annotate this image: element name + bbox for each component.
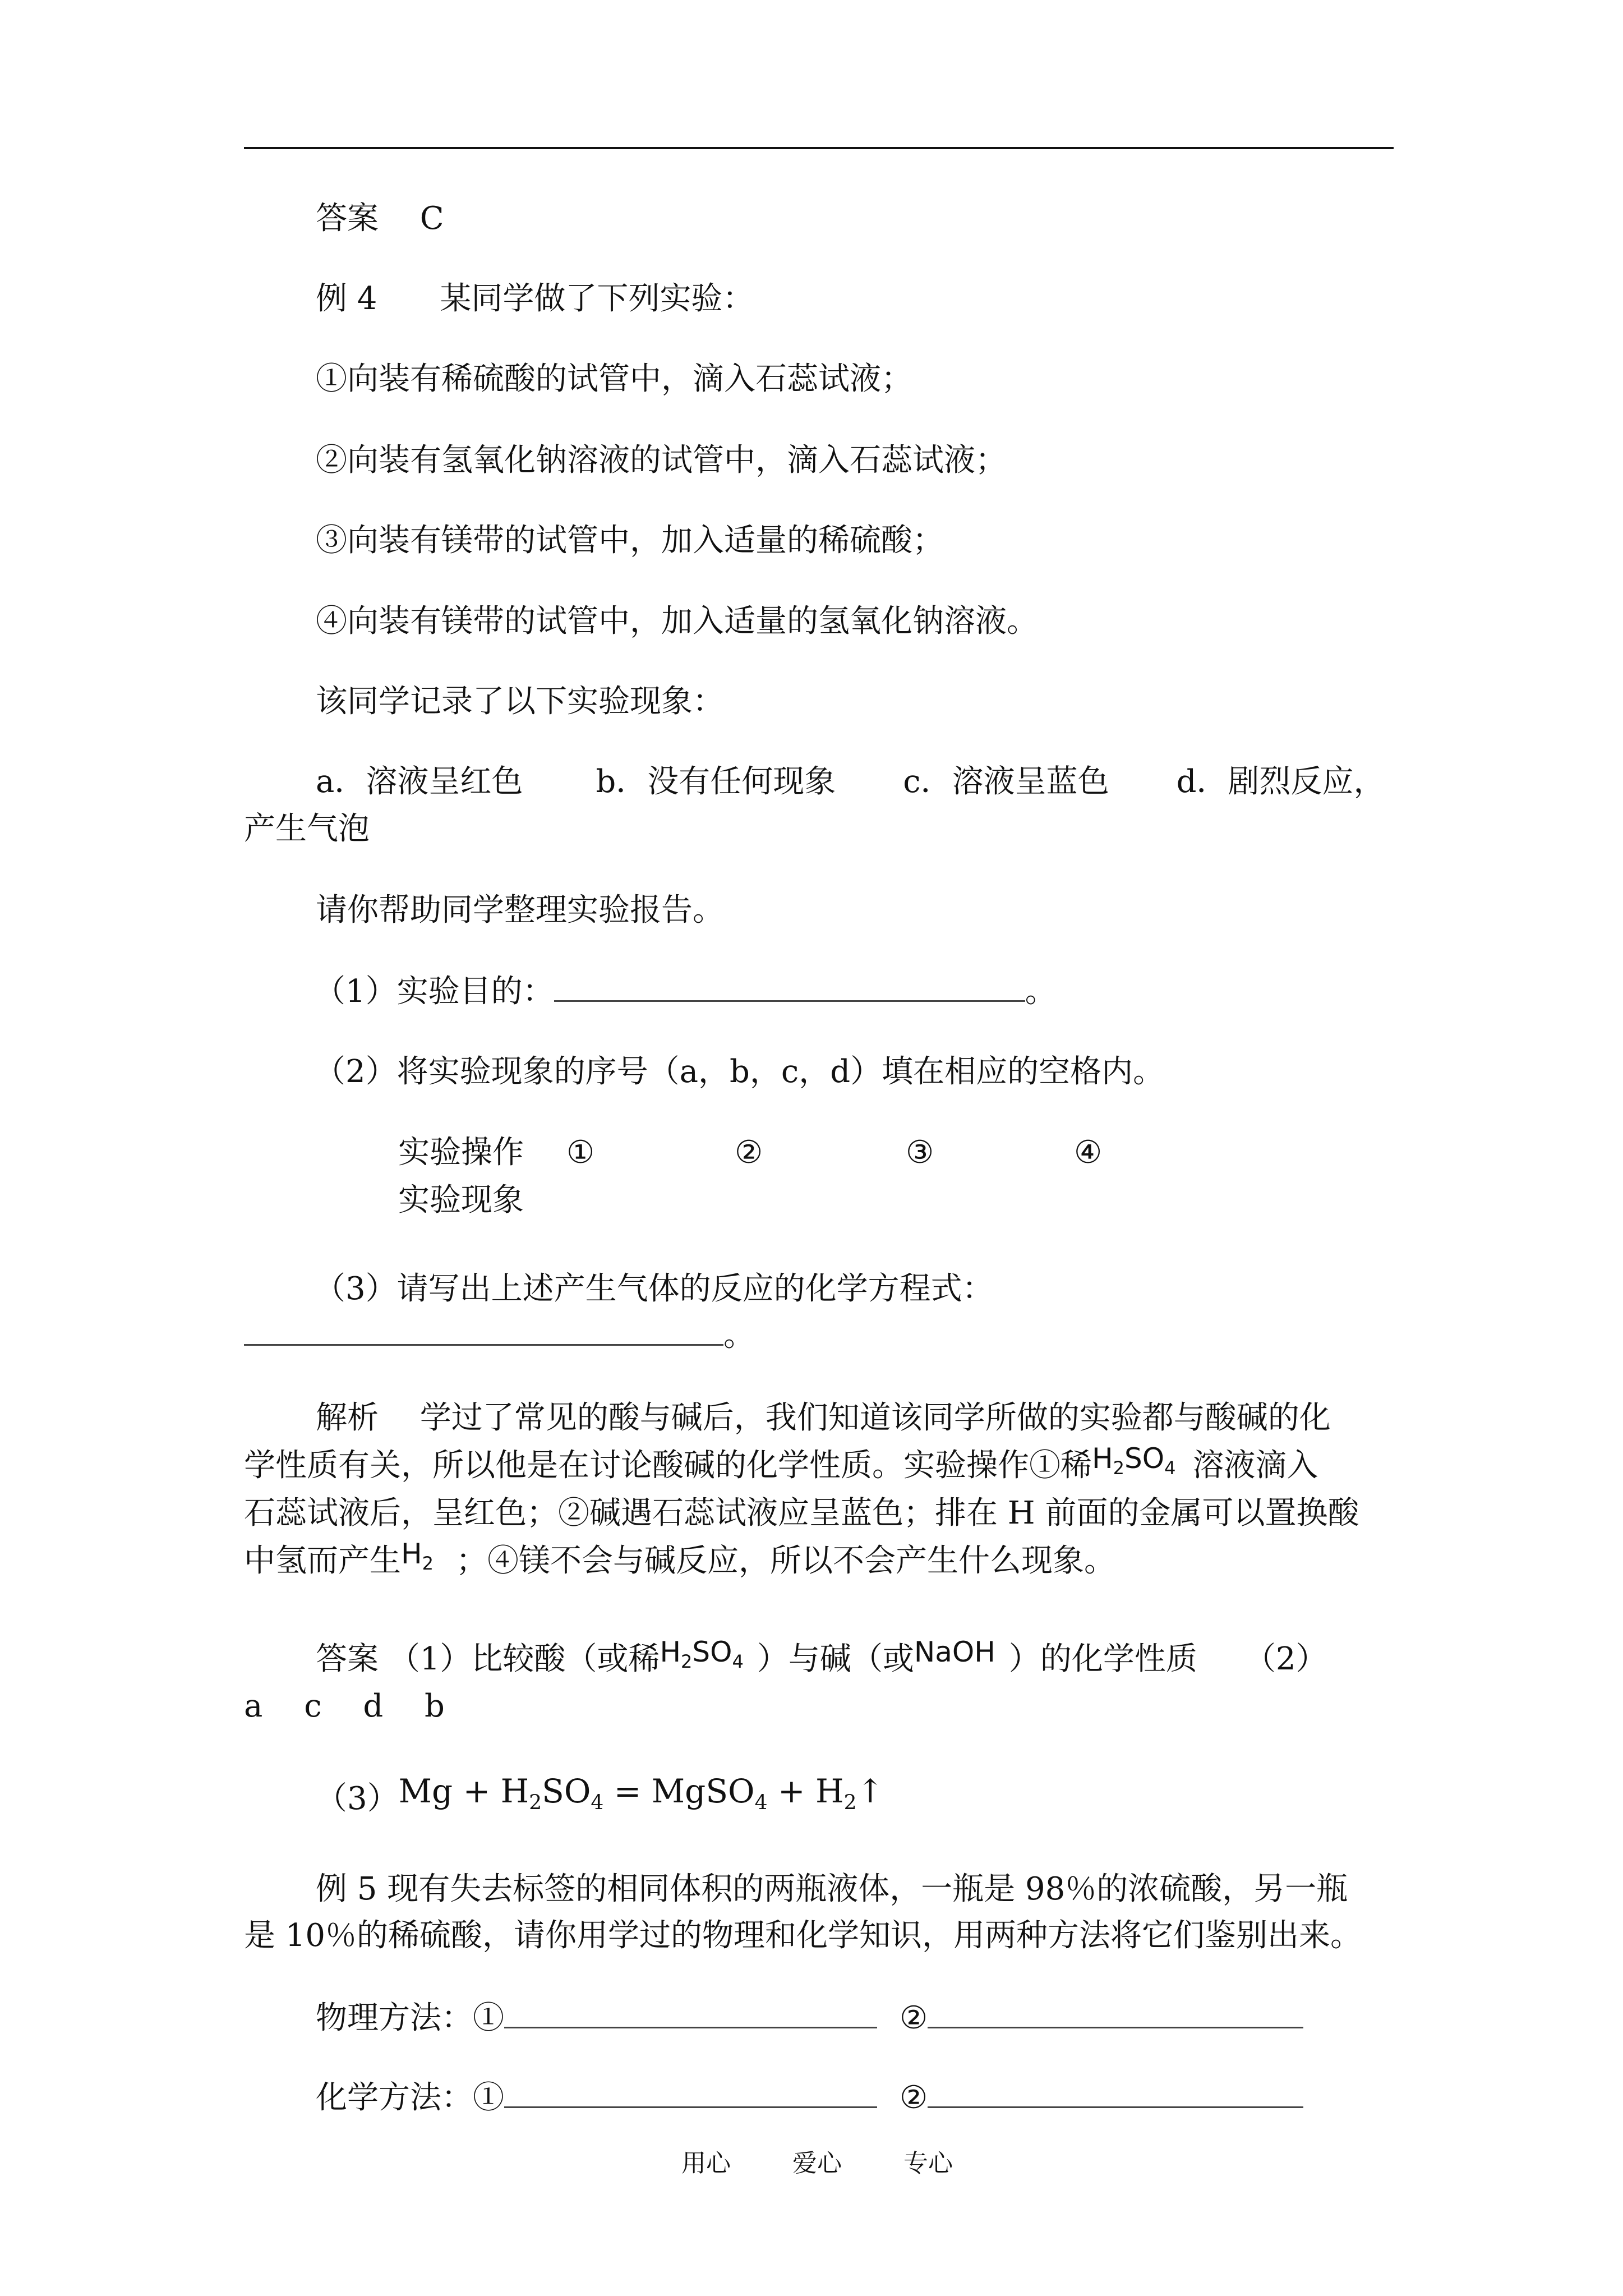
physical-method-blank-1[interactable] [504,1998,877,2028]
table-row-phenomena: 实验现象 [398,1182,524,1218]
answer2-continued: a c d b [244,1688,445,1724]
analysis-line-2: 学性质有关，所以他是在讨论酸碱的化学性质。实验操作①稀$H_2SO_4$ 溶液滴入 [244,1442,1318,1484]
answer2-line: 答案 （1）比较酸（或稀$H_2SO_4$ ）与碱（或NaOH ）的化学性质 （2） [316,1636,1327,1677]
chemical-method-line: 化学方法：① ② [316,2077,1303,2119]
table-row-label-operation: 实验操作 [398,1134,524,1171]
gas-arrow-icon: ↑ [856,1772,884,1810]
question-1-label: （1）实验目的： [314,973,554,1010]
page-footer [681,2143,1015,2179]
table-col-1: ① [566,1134,595,1171]
operation-3: ③向装有镁带的试管中，加入适量的稀硫酸； [316,522,944,559]
header-rule [244,147,1394,149]
purpose-blank[interactable] [554,971,1025,1002]
answer-line: 答案 C [316,200,444,237]
question-1 [314,970,1057,1013]
footer-item-2: 爱心 [792,2149,842,2178]
phenomenon-a: a．溶液呈红色 [316,763,523,800]
analysis-line-3: 石蕊试液后，呈红色；②碱遇石蕊试液应呈蓝色；排在 H 前面的金属可以置换酸 [244,1495,1359,1531]
phenomena-continued: 产生气泡 [244,811,370,847]
table-col-2: ② [735,1134,763,1171]
table-row-operations [398,1131,1103,1174]
naoh-formula: NaOH [914,1636,995,1668]
chemical-method-blank-2[interactable] [928,2077,1303,2108]
table-col-4: ④ [1074,1134,1103,1171]
chemical-method-blank-1[interactable] [504,2077,877,2108]
example5-line-1: 例 5 现有失去标签的相同体积的两瓶液体，一瓶是 98％的浓硫酸，另一瓶 [316,1871,1348,1907]
equation-blank[interactable] [244,1315,723,1346]
question-3-end: 。 [723,1317,755,1354]
chemical-equation: $Mg + H_2SO_4$ = MgSO$_4$ + $H_2↑$ [398,1772,884,1815]
footer-item-3: 专心 [903,2149,953,2178]
example4-title: 例 4 某同学做了下列实验： [316,280,754,317]
physical-method-blank-2[interactable] [928,1998,1303,2028]
h2-formula: $H_2$ [401,1538,434,1574]
answer3-line: $(3)Mg + H_2SO_4$ = MgSO$_4$ + $H_2↑$ [316,1772,884,1817]
analysis-line-1: 解析 学过了常见的酸与碱后，我们知道该同学所做的实验都与酸碱的化 [316,1400,1331,1436]
question-3: （3）请写出上述产生气体的反应的化学方程式： [314,1271,994,1307]
example5-line-2: 是 10％的稀硫酸，请你用学过的物理和化学知识，用两种方法将它们鉴别出来。 [244,1917,1362,1954]
physical-method-line: 物理方法：① ② [316,1997,1303,2040]
analysis-line-4: 中氢而产生$H_2$ ；④镁不会与碱反应，所以不会产生什么现象。 [244,1538,1115,1579]
operation-2: ②向装有氢氧化钠溶液的试管中，滴入石蕊试液； [316,442,1007,478]
h2so4-formula: $H_2SO_4$ [1092,1442,1176,1479]
phenomenon-c: c．溶液呈蓝色 [903,763,1109,800]
question-2: （2）将实验现象的序号（a，b，c，d）填在相应的空格内。 [314,1053,1165,1090]
equation-blank-line [244,1314,755,1357]
question-1-end: 。 [1025,973,1057,1010]
phenomenon-b: b．没有任何现象 [596,763,836,800]
phenomena-line [316,761,1385,803]
h2so4-formula-answer: $H_2SO_4$ [660,1636,744,1672]
operation-1: ①向装有稀硫酸的试管中，滴入石蕊试液； [316,361,912,397]
phenomenon-d: d．剧烈反应， [1176,763,1385,800]
operation-4: ④向装有镁带的试管中，加入适量的氢氧化钠溶液。 [316,603,1038,639]
record-intro: 该同学记录了以下实验现象： [316,683,724,720]
footer-item-1: 用心 [681,2149,731,2178]
report-instruction: 请你帮助同学整理实验报告。 [316,892,724,928]
table-col-3: ③ [906,1134,934,1171]
